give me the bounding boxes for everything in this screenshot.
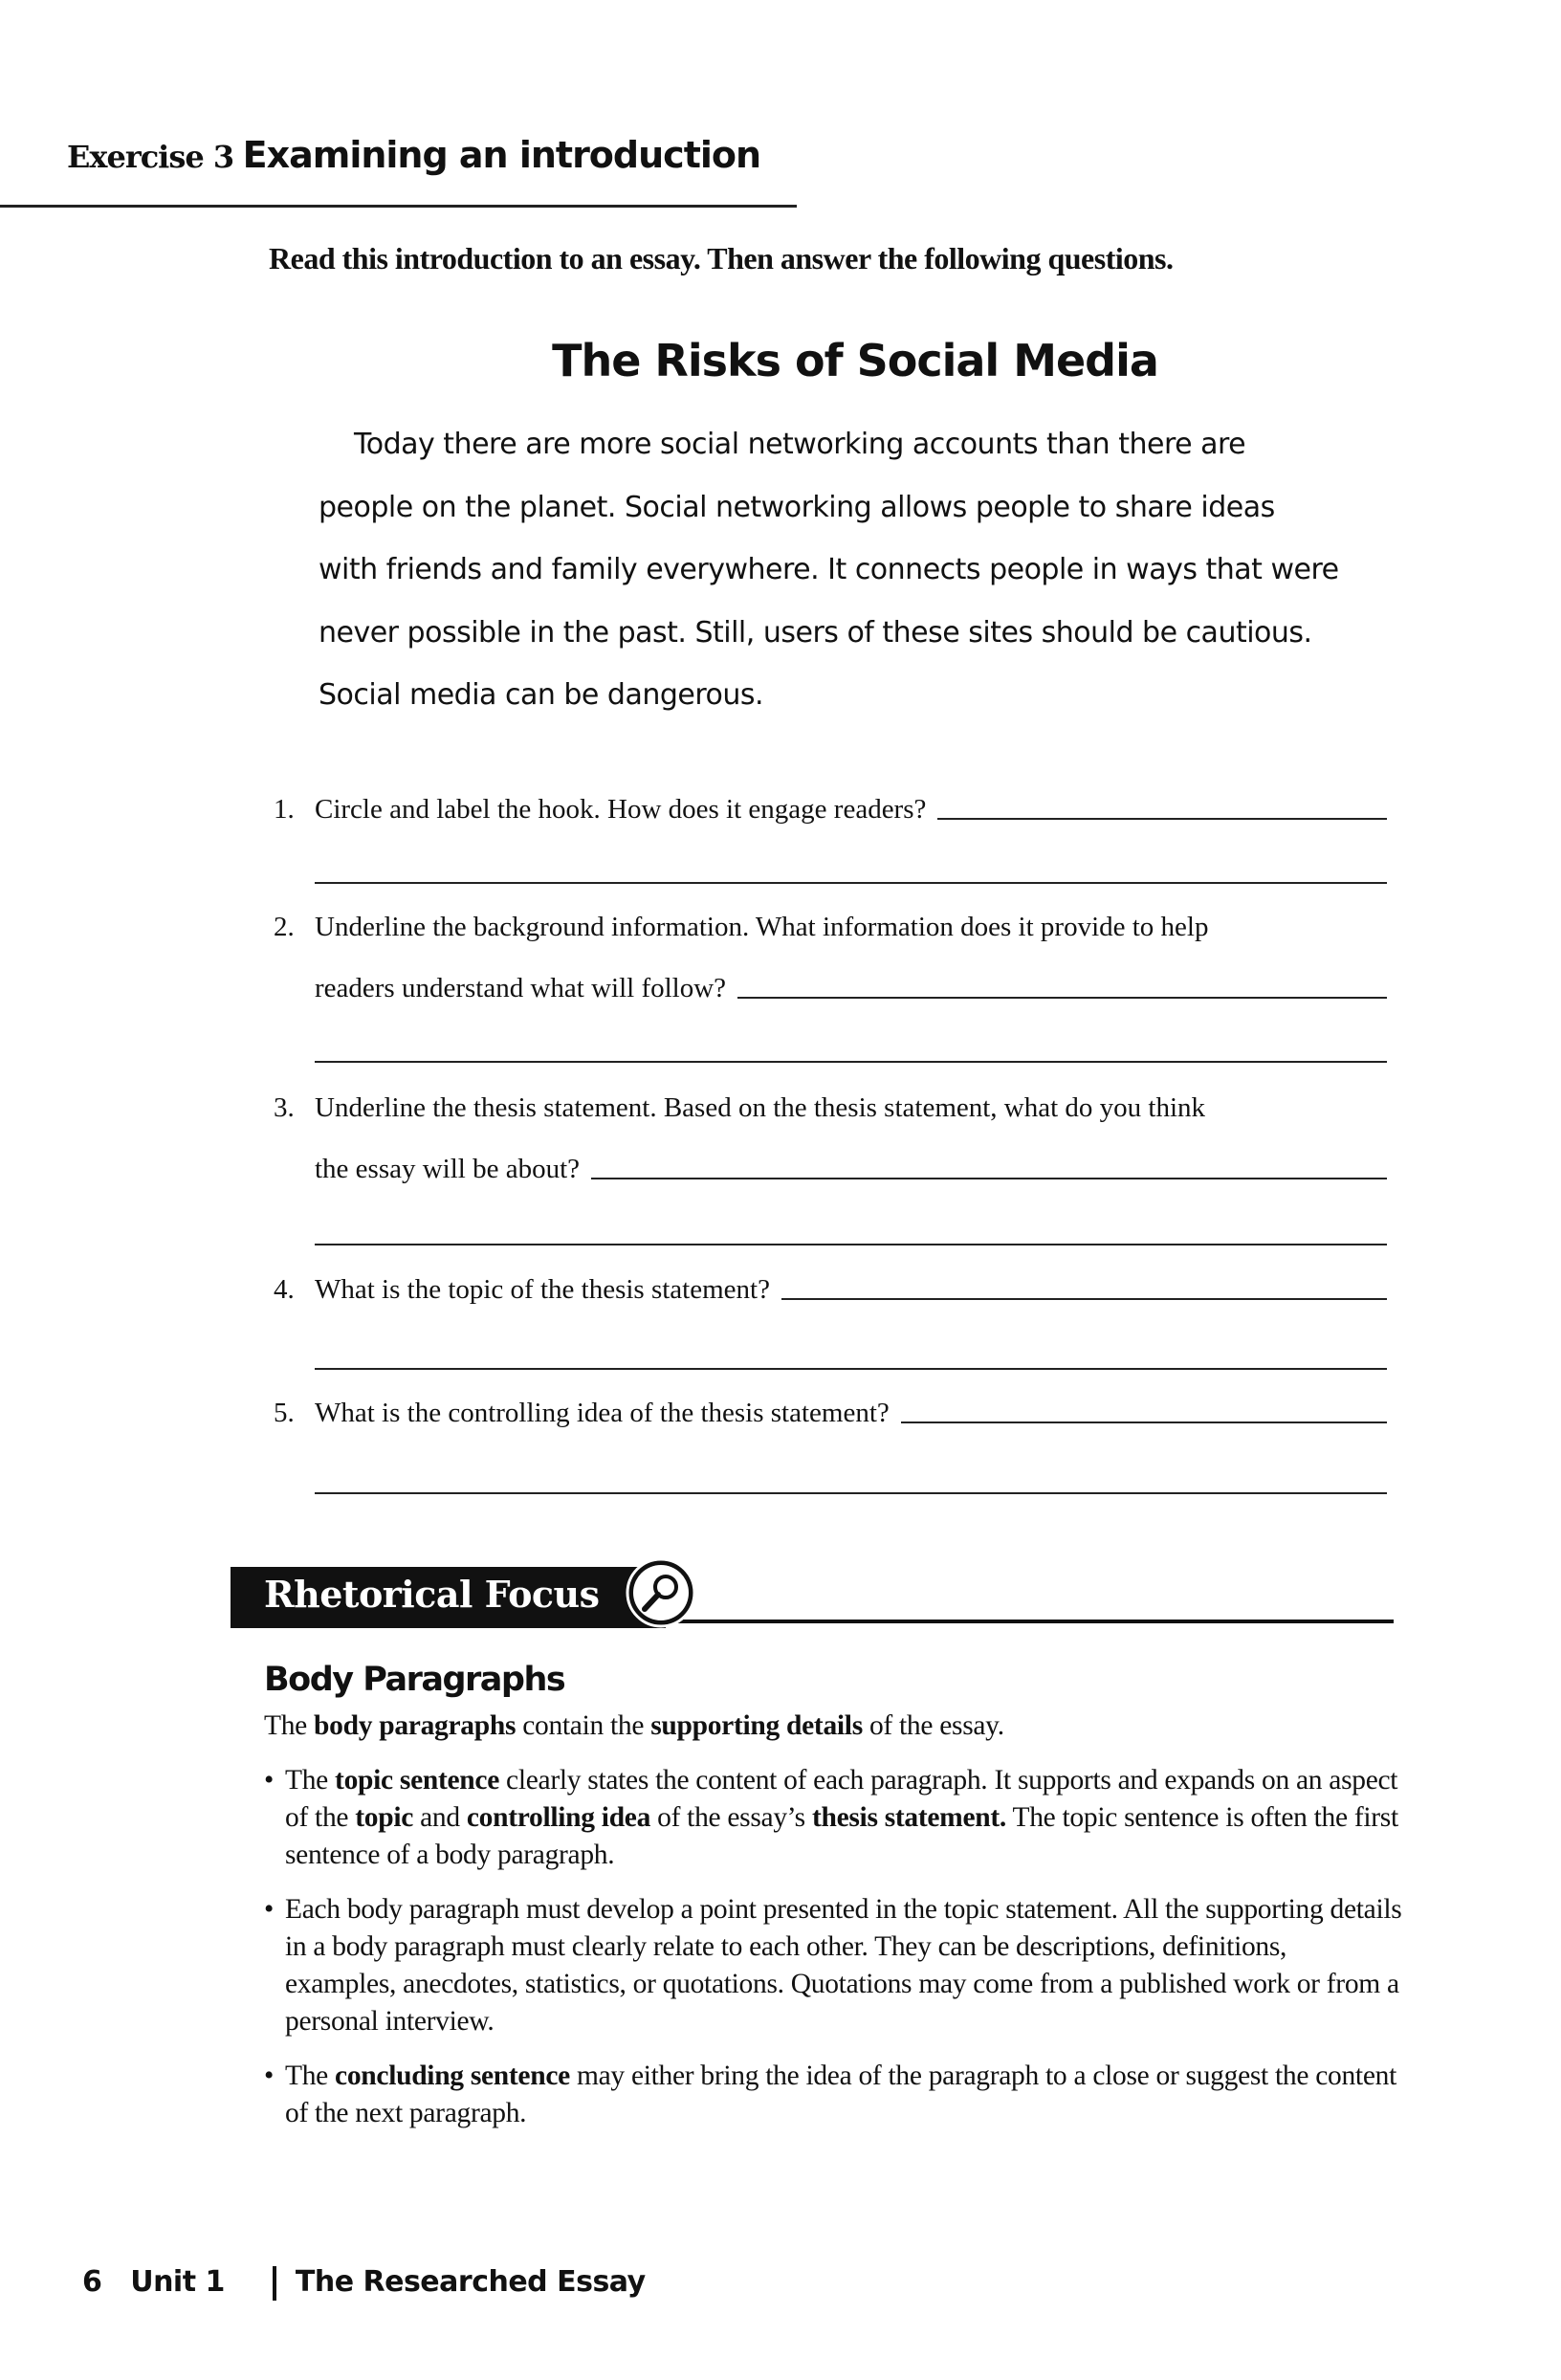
essay-line: Today there are more social networking accounts than there are <box>354 428 1246 461</box>
term: body paragraphs <box>314 1710 517 1741</box>
question-5 <box>274 1398 1387 1493</box>
bullet-list <box>264 1762 1402 2132</box>
text: and <box>413 1802 467 1833</box>
question-4 <box>274 1274 1387 1370</box>
footer-divider <box>273 2266 276 2301</box>
answer-line[interactable] <box>315 1492 1387 1494</box>
answer-line[interactable] <box>315 1244 1387 1245</box>
banner-rule <box>660 1620 1394 1623</box>
answer-line[interactable] <box>591 1178 1387 1179</box>
bullet-supporting-details <box>264 1891 1402 2040</box>
heading-rule <box>0 205 797 208</box>
question-2 <box>274 912 1387 1065</box>
bullet-concluding-sentence <box>264 2058 1402 2132</box>
unit-label: Unit 1 <box>130 2265 225 2299</box>
question-text: readers understand what will follow? <box>315 973 727 1003</box>
term: topic sentence <box>335 1765 499 1796</box>
text: of the essay. <box>862 1710 1004 1741</box>
question-text: Underline the background information. What information does it provide to help <box>315 912 1209 942</box>
question-number: 5. <box>274 1398 295 1428</box>
question-3 <box>274 1092 1387 1245</box>
text: The <box>285 1765 336 1796</box>
text: of the essay’s <box>650 1802 812 1833</box>
magnifying-glass-icon <box>624 1555 698 1630</box>
text: The <box>264 1710 315 1741</box>
question-1 <box>274 794 1387 890</box>
question-text: What is the controlling idea of the thesis statement? <box>315 1398 890 1428</box>
page-footer <box>82 2265 646 2301</box>
exercise-heading <box>67 134 760 177</box>
answer-line[interactable] <box>901 1421 1387 1423</box>
term: concluding sentence <box>335 2060 570 2091</box>
answer-line[interactable] <box>315 1061 1387 1063</box>
text: contain the <box>516 1710 651 1741</box>
page-number: 6 <box>82 2265 102 2299</box>
essay-title: The Risks of Social Media <box>552 335 1158 386</box>
question-text: Circle and label the hook. How does it engage readers? <box>315 794 927 825</box>
essay-line: people on the planet. Social networking allows people to share ideas <box>319 490 1275 524</box>
essay-line: with friends and family everywhere. It connects people in ways that were <box>319 553 1339 586</box>
term: thesis statement. <box>811 1802 1006 1833</box>
text: The <box>285 2060 336 2091</box>
term: controlling idea <box>466 1802 651 1833</box>
question-text: Underline the thesis statement. Based on the thesis statement, what do you think <box>315 1092 1206 1123</box>
body-paragraphs-heading: Body Paragraphs <box>264 1661 565 1699</box>
intro-sentence <box>264 1708 1402 1745</box>
term: topic <box>355 1802 414 1833</box>
question-text: the essay will be about? <box>315 1154 581 1184</box>
body-paragraphs-content <box>264 1708 1402 2149</box>
essay-line: never possible in the past. Still, users of these sites should be cautious. <box>319 615 1312 650</box>
question-number: 4. <box>274 1274 295 1305</box>
essay-line: Social media can be dangerous. <box>319 678 764 712</box>
text: may either bring the idea of the paragraph to a close or suggest the content of the next paragraph. <box>285 2060 1396 2128</box>
section-title: The Researched Essay <box>295 2265 646 2299</box>
question-number: 1. <box>274 794 295 825</box>
exercise-number: Exercise 3 <box>67 139 234 175</box>
text: Each body paragraph must develop a point presented in the topic statement. All the supporting details in a body paragraph must clearly relate to each other. They can be descriptions, definitions, examples, anecdotes, statistics, or quotations. Quotations may come from a published work or from a personal interview. <box>285 1894 1402 2037</box>
text: clearly states the content of each paragraph. It supports and expands on an aspect of the <box>285 1765 1398 1833</box>
term: supporting details <box>650 1710 863 1741</box>
rhetorical-focus-label: Rhetorical Focus <box>264 1573 600 1616</box>
question-number: 3. <box>274 1092 295 1123</box>
exercise-title: Examining an introduction <box>242 134 761 176</box>
answer-line[interactable] <box>937 818 1387 820</box>
answer-line[interactable] <box>737 997 1387 999</box>
text: The topic sentence is often the first sentence of a body paragraph. <box>285 1802 1398 1870</box>
question-number: 2. <box>274 912 295 942</box>
instructions: Read this introduction to an essay. Then answer the following questions. <box>269 241 1174 275</box>
answer-line[interactable] <box>315 882 1387 884</box>
bullet-topic-sentence <box>264 1762 1402 1874</box>
essay-introduction <box>319 413 1399 727</box>
answer-line[interactable] <box>781 1298 1387 1300</box>
question-text: What is the topic of the thesis statement? <box>315 1274 770 1305</box>
answer-line[interactable] <box>315 1368 1387 1370</box>
